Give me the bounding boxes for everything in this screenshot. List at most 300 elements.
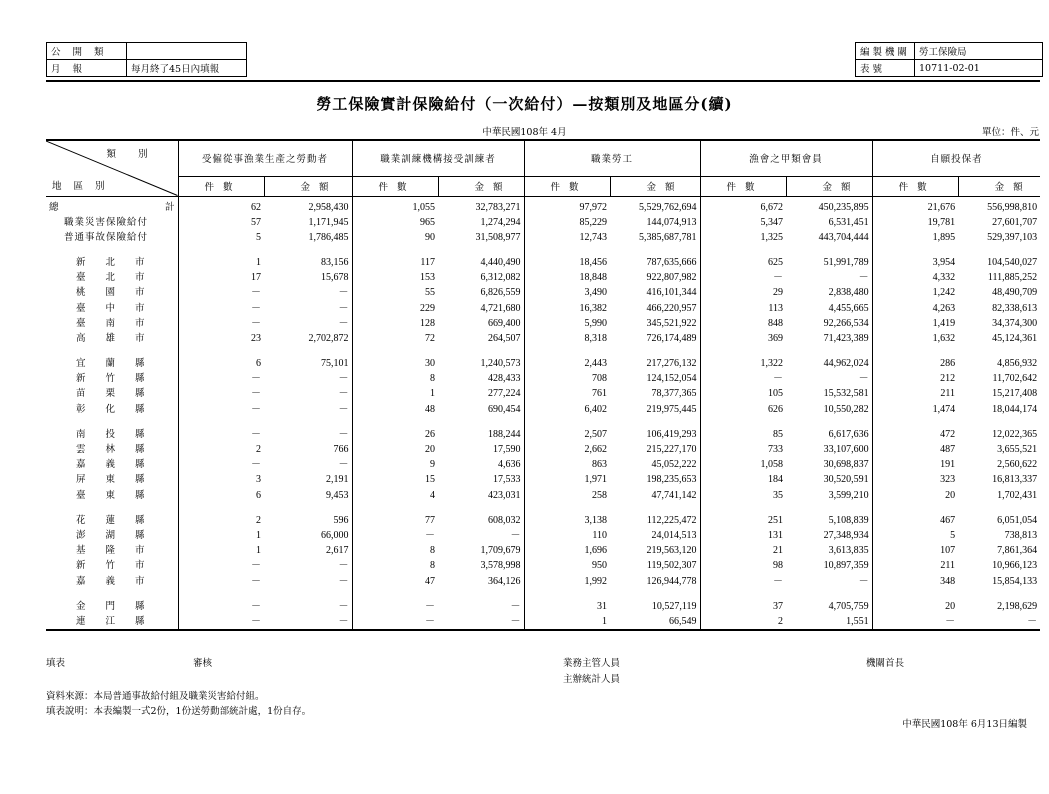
row-label: 桃園市	[46, 285, 178, 300]
group-header: 職業訓練機構接受訓練者	[352, 140, 524, 176]
spacer-cell	[700, 346, 786, 356]
amount-cell: －	[338, 302, 349, 314]
amount-cell: 7,861,364	[997, 545, 1038, 557]
count-cell: －	[352, 614, 438, 630]
count-cell: 113	[700, 300, 786, 315]
amount-cell: 17,590	[493, 444, 521, 456]
amount-cell: 217,276,132	[646, 358, 697, 370]
row-spacer	[46, 417, 1040, 427]
count-cell: －	[178, 558, 264, 573]
amount-cell: 3,655,521	[997, 444, 1038, 456]
spacer-cell	[786, 245, 872, 255]
count-cell: 4,332	[872, 270, 958, 285]
amount-cell: 83,156	[321, 256, 349, 268]
amount-cell: －	[510, 529, 521, 541]
count-cell: 3	[178, 472, 264, 487]
amount-cell: 1,240,573	[480, 358, 521, 370]
row-label: 宜蘭縣	[46, 356, 178, 371]
spacer-cell	[438, 346, 524, 356]
amount-cell: 219,975,445	[646, 403, 697, 415]
spacer-cell	[178, 417, 264, 427]
amount-cell: 45,124,361	[992, 332, 1038, 344]
count-cell: 1,632	[872, 331, 958, 346]
amount-cell: 15,217,408	[992, 388, 1038, 400]
count-cell: 184	[700, 472, 786, 487]
count-cell: 1	[178, 543, 264, 558]
spacer-cell	[786, 346, 872, 356]
count-cell: 12,743	[524, 230, 610, 245]
table-row	[46, 573, 1040, 588]
count-cell: －	[178, 316, 264, 331]
spacer-cell	[352, 245, 438, 255]
amount-cell: 78,377,365	[651, 388, 697, 400]
count-cell: 128	[352, 316, 438, 331]
table-row	[46, 331, 1040, 346]
amount-cell: 416,101,344	[646, 287, 697, 299]
spacer-cell	[438, 417, 524, 427]
table-row	[46, 614, 1040, 630]
count-cell: 3,954	[872, 255, 958, 270]
amount-cell: 726,174,489	[646, 332, 697, 344]
count-cell: 229	[352, 300, 438, 315]
amount-cell: 27,601,707	[992, 216, 1038, 228]
spacer-cell	[352, 589, 438, 599]
table-row	[46, 442, 1040, 457]
count-cell: 472	[872, 427, 958, 442]
count-cell: 761	[524, 386, 610, 401]
spacer-cell	[958, 589, 1040, 599]
count-cell: －	[178, 371, 264, 386]
supervisor-signature-label: 業務主管人員	[563, 658, 621, 669]
publication-class-label: 公開類	[47, 43, 127, 60]
table-row	[46, 285, 1040, 300]
amount-cell: 277,224	[488, 388, 521, 400]
amount-cell: 10,550,282	[823, 403, 869, 415]
amount-cell: 4,455,665	[828, 302, 869, 314]
count-header: 件數	[524, 176, 610, 196]
count-cell: 19,781	[872, 215, 958, 230]
table-body	[46, 196, 1040, 630]
table-row	[46, 528, 1040, 543]
amount-cell: 106,419,293	[646, 428, 697, 440]
count-cell: 5	[178, 230, 264, 245]
count-cell: 1	[352, 386, 438, 401]
spacer-cell	[786, 417, 872, 427]
count-cell: 1,474	[872, 402, 958, 417]
form-number-label: 表號	[856, 60, 915, 77]
count-cell: 57	[178, 215, 264, 230]
count-cell: 1	[178, 528, 264, 543]
statistician-signature-label: 主辦統計人員	[563, 674, 621, 685]
row-spacer	[46, 589, 1040, 599]
count-cell: 77	[352, 513, 438, 528]
amount-cell: 6,051,054	[997, 514, 1038, 526]
amount-cell: 596	[333, 514, 349, 526]
row-label: 金門縣	[46, 599, 178, 614]
count-cell: 863	[524, 457, 610, 472]
form-number-value: 10711-02-01	[915, 60, 1043, 77]
amount-cell: 922,807,982	[646, 272, 697, 284]
count-cell: 8	[352, 543, 438, 558]
count-cell: 18,456	[524, 255, 610, 270]
group-header: 職業勞工	[524, 140, 700, 176]
spacer-cell	[178, 503, 264, 513]
amount-cell: 466,220,957	[646, 302, 697, 314]
row-label: 普通事故保險給付	[46, 230, 178, 245]
row-label: 彰化縣	[46, 402, 178, 417]
spacer-cell	[264, 417, 352, 427]
amount-cell: 1,786,485	[308, 231, 349, 243]
row-label: 臺南市	[46, 316, 178, 331]
spacer-cell	[610, 417, 700, 427]
count-cell: 950	[524, 558, 610, 573]
count-cell: －	[178, 285, 264, 300]
amount-cell: 11,702,642	[992, 373, 1038, 385]
amount-header: 金額	[610, 176, 700, 196]
count-cell: 20	[872, 488, 958, 503]
count-cell: －	[872, 614, 958, 630]
amount-cell: 124,152,054	[646, 373, 697, 385]
amount-cell: －	[338, 388, 349, 400]
count-cell: 107	[872, 543, 958, 558]
data-source-note: 資料來源：本局普通事故給付組及職業災害給付組。	[46, 691, 265, 702]
amount-cell: 1,702,431	[997, 489, 1038, 501]
row-label: 新竹市	[46, 558, 178, 573]
amount-cell: 364,126	[488, 575, 521, 587]
amount-cell: 10,527,119	[651, 600, 697, 612]
row-spacer	[46, 346, 1040, 356]
count-header: 件數	[872, 176, 958, 196]
count-cell: －	[352, 528, 438, 543]
amount-cell: 5,385,687,781	[639, 231, 697, 243]
spacer-cell	[700, 245, 786, 255]
spacer-cell	[264, 346, 352, 356]
amount-cell: 5,529,762,694	[639, 201, 697, 213]
count-cell: 348	[872, 573, 958, 588]
count-cell: 6,402	[524, 402, 610, 417]
table-row	[46, 356, 1040, 371]
amount-cell: 2,198,629	[997, 600, 1038, 612]
count-cell: 85	[700, 427, 786, 442]
group-header: 漁會之甲類會員	[700, 140, 872, 176]
count-cell: 1,895	[872, 230, 958, 245]
amount-cell: 6,531,451	[828, 216, 869, 228]
count-cell: 211	[872, 558, 958, 573]
row-label: 花蓮縣	[46, 513, 178, 528]
count-cell: 323	[872, 472, 958, 487]
row-label: 苗栗縣	[46, 386, 178, 401]
count-cell: －	[178, 457, 264, 472]
amount-cell: 30,520,591	[823, 474, 869, 486]
spacer-cell	[872, 346, 958, 356]
count-cell: 467	[872, 513, 958, 528]
table-row	[46, 457, 1040, 472]
spacer-cell	[958, 417, 1040, 427]
amount-cell: －	[338, 575, 349, 587]
table-row	[46, 402, 1040, 417]
count-header: 件數	[352, 176, 438, 196]
table-row	[46, 488, 1040, 503]
count-cell: 1,322	[700, 356, 786, 371]
amount-cell: －	[958, 614, 1040, 630]
count-cell: －	[178, 300, 264, 315]
amount-cell: 198,235,653	[646, 474, 697, 486]
amount-cell: 112,225,472	[646, 514, 697, 526]
count-cell: 1,419	[872, 316, 958, 331]
count-cell: 85,229	[524, 215, 610, 230]
count-cell: 20	[352, 442, 438, 457]
amount-cell: 30,698,837	[823, 459, 869, 471]
count-cell: 31	[524, 599, 610, 614]
spacer-cell	[46, 346, 178, 356]
count-cell: 251	[700, 513, 786, 528]
spacer-cell	[958, 346, 1040, 356]
spacer-cell	[438, 245, 524, 255]
amount-cell: －	[858, 575, 869, 587]
row-label: 新北市	[46, 255, 178, 270]
row-label: 基隆市	[46, 543, 178, 558]
table-row	[46, 472, 1040, 487]
amount-cell: 738,813	[1004, 529, 1038, 541]
spacer-cell	[872, 503, 958, 513]
count-cell: 4,263	[872, 300, 958, 315]
amount-cell: 45,052,222	[651, 459, 697, 471]
count-cell: 211	[872, 386, 958, 401]
count-cell: 6,672	[700, 196, 786, 215]
benefits-table	[46, 139, 1040, 631]
spacer-cell	[178, 245, 264, 255]
amount-cell: 345,521,922	[646, 317, 697, 329]
amount-cell: 1,709,679	[480, 545, 521, 557]
amount-cell: 1,171,945	[308, 216, 349, 228]
spacer-cell	[524, 589, 610, 599]
count-cell: 3,138	[524, 513, 610, 528]
count-cell: －	[178, 573, 264, 588]
amount-cell: 669,400	[488, 317, 521, 329]
amount-cell: 215,227,170	[646, 444, 697, 456]
amount-cell: 4,636	[498, 459, 521, 471]
row-label: 雲林縣	[46, 442, 178, 457]
count-cell: 1,058	[700, 457, 786, 472]
row-label: 嘉義縣	[46, 457, 178, 472]
count-cell: 487	[872, 442, 958, 457]
amount-cell: 126,944,778	[646, 575, 697, 587]
count-cell: －	[178, 599, 264, 614]
group-header: 自願投保者	[872, 140, 1040, 176]
amount-cell: 219,563,120	[646, 545, 697, 557]
table-row	[46, 230, 1040, 245]
count-cell: 733	[700, 442, 786, 457]
amount-cell: －	[510, 600, 521, 612]
row-label: 臺北市	[46, 270, 178, 285]
group-header: 受僱從事漁業生產之勞動者	[178, 140, 352, 176]
count-cell: －	[700, 371, 786, 386]
count-cell: 2,662	[524, 442, 610, 457]
amount-cell: 33,107,600	[823, 444, 869, 456]
count-cell: 15	[352, 472, 438, 487]
amount-cell: －	[438, 614, 524, 630]
spacer-cell	[958, 245, 1040, 255]
amount-cell: 608,032	[488, 514, 521, 526]
spacer-cell	[46, 417, 178, 427]
amount-cell: 2,191	[326, 474, 349, 486]
spacer-cell	[352, 346, 438, 356]
spacer-cell	[700, 589, 786, 599]
row-spacer	[46, 503, 1040, 513]
row-spacer	[46, 245, 1040, 255]
amount-cell: －	[264, 614, 352, 630]
spacer-cell	[46, 589, 178, 599]
amount-cell: －	[338, 459, 349, 471]
amount-cell: 2,838,480	[828, 287, 869, 299]
row-label-text: 總計	[49, 201, 175, 213]
count-cell: 6	[178, 488, 264, 503]
amount-cell: 82,338,613	[992, 302, 1038, 314]
amount-cell: 44,962,024	[823, 358, 869, 370]
count-cell: 1	[178, 255, 264, 270]
amount-cell: 188,244	[488, 428, 521, 440]
count-cell: 21,676	[872, 196, 958, 215]
count-cell: 258	[524, 488, 610, 503]
amount-cell: 529,397,103	[987, 231, 1038, 243]
table-row	[46, 215, 1040, 230]
amount-cell: 556,998,810	[987, 201, 1038, 213]
count-cell: 1,325	[700, 230, 786, 245]
amount-cell: 423,031	[488, 489, 521, 501]
count-cell: 16,382	[524, 300, 610, 315]
count-header: 件數	[700, 176, 786, 196]
amount-cell: －	[338, 560, 349, 572]
amount-cell: 690,454	[488, 403, 521, 415]
spacer-cell	[178, 346, 264, 356]
amount-cell: 32,783,271	[475, 201, 521, 213]
amount-cell: 71,423,389	[823, 332, 869, 344]
spacer-cell	[264, 503, 352, 513]
amount-cell: 1,274,294	[480, 216, 521, 228]
spacer-cell	[958, 503, 1040, 513]
agency-label: 編製機關	[856, 43, 915, 60]
count-cell: 2	[178, 513, 264, 528]
table-row	[46, 196, 1040, 215]
amount-cell: －	[858, 373, 869, 385]
amount-cell: 111,885,252	[987, 272, 1038, 284]
amount-cell: －	[338, 428, 349, 440]
table-row	[46, 371, 1040, 386]
amount-cell: 119,502,307	[646, 560, 697, 572]
table-row	[46, 270, 1040, 285]
count-cell: －	[352, 599, 438, 614]
count-cell: 848	[700, 316, 786, 331]
amount-cell: 6,312,082	[480, 272, 521, 284]
row-label: 新竹縣	[46, 371, 178, 386]
spacer-cell	[352, 503, 438, 513]
count-cell: 35	[700, 488, 786, 503]
amount-cell: 34,374,300	[992, 317, 1038, 329]
count-cell: 2,507	[524, 427, 610, 442]
count-cell: 4	[352, 488, 438, 503]
amount-cell: 2,702,872	[308, 332, 349, 344]
report-frequency-label: 月報	[47, 60, 127, 77]
count-cell: 2	[178, 442, 264, 457]
count-header: 件數	[178, 176, 264, 196]
amount-header: 金額	[264, 176, 352, 196]
spacer-cell	[524, 417, 610, 427]
spacer-cell	[438, 589, 524, 599]
amount-cell: 428,433	[488, 373, 521, 385]
amount-cell: 66,549	[610, 614, 700, 630]
row-label	[46, 196, 178, 215]
count-cell: 26	[352, 427, 438, 442]
fill-instructions-note: 填表說明：本表編製一式2份，1份送勞動部統計處，1份自存。	[46, 706, 312, 717]
count-cell: 153	[352, 270, 438, 285]
amount-cell: 5,108,839	[828, 514, 869, 526]
spacer-cell	[46, 245, 178, 255]
count-cell: 62	[178, 196, 264, 215]
report-deadline-value: 每月終了45日內填報	[127, 60, 247, 77]
row-label: 嘉義市	[46, 573, 178, 588]
amount-cell: 15,854,133	[992, 575, 1038, 587]
amount-cell: 264,507	[488, 332, 521, 344]
count-cell: 30	[352, 356, 438, 371]
count-cell: 90	[352, 230, 438, 245]
amount-cell: 1,551	[786, 614, 872, 630]
count-cell: 131	[700, 528, 786, 543]
table-row	[46, 599, 1040, 614]
agency-head-signature-label: 機關首長	[866, 658, 905, 669]
count-cell: 965	[352, 215, 438, 230]
amount-cell: 75,101	[321, 358, 349, 370]
row-label: 臺東縣	[46, 488, 178, 503]
count-cell: 37	[700, 599, 786, 614]
amount-cell: 12,022,365	[992, 428, 1038, 440]
row-label: 南投縣	[46, 427, 178, 442]
spacer-cell	[700, 417, 786, 427]
count-cell: 8	[352, 558, 438, 573]
table-row	[46, 386, 1040, 401]
amount-header: 金額	[786, 176, 872, 196]
count-cell: 8,318	[524, 331, 610, 346]
report-title: 勞工保險實計保險給付（一次給付）—按類別及地區分(續)	[316, 95, 733, 113]
count-cell: 212	[872, 371, 958, 386]
amount-cell: 6,826,559	[480, 287, 521, 299]
count-cell: －	[700, 573, 786, 588]
table-row	[46, 255, 1040, 270]
row-label: 臺中市	[46, 300, 178, 315]
count-cell: 5,990	[524, 316, 610, 331]
count-cell: 48	[352, 402, 438, 417]
spacer-cell	[524, 346, 610, 356]
spacer-cell	[786, 503, 872, 513]
amount-cell: 10,897,359	[823, 560, 869, 572]
count-cell: 1,055	[352, 196, 438, 215]
row-label: 屏東縣	[46, 472, 178, 487]
compiled-date: 中華民國108年 6月13日編製	[902, 719, 1027, 730]
amount-cell: －	[338, 403, 349, 415]
amount-header: 金額	[958, 176, 1040, 196]
unit-label: 單位：件、元	[981, 127, 1039, 138]
count-cell: 5,347	[700, 215, 786, 230]
table-row	[46, 427, 1040, 442]
amount-cell: 443,704,444	[818, 231, 869, 243]
amount-cell: 104,540,027	[987, 256, 1038, 268]
count-cell: －	[178, 427, 264, 442]
count-cell: 2	[700, 614, 786, 630]
count-cell: －	[178, 614, 264, 630]
amount-cell: 2,617	[326, 545, 349, 557]
table-corner-header	[46, 140, 178, 196]
count-cell: 20	[872, 599, 958, 614]
amount-cell: 51,991,789	[823, 256, 869, 268]
